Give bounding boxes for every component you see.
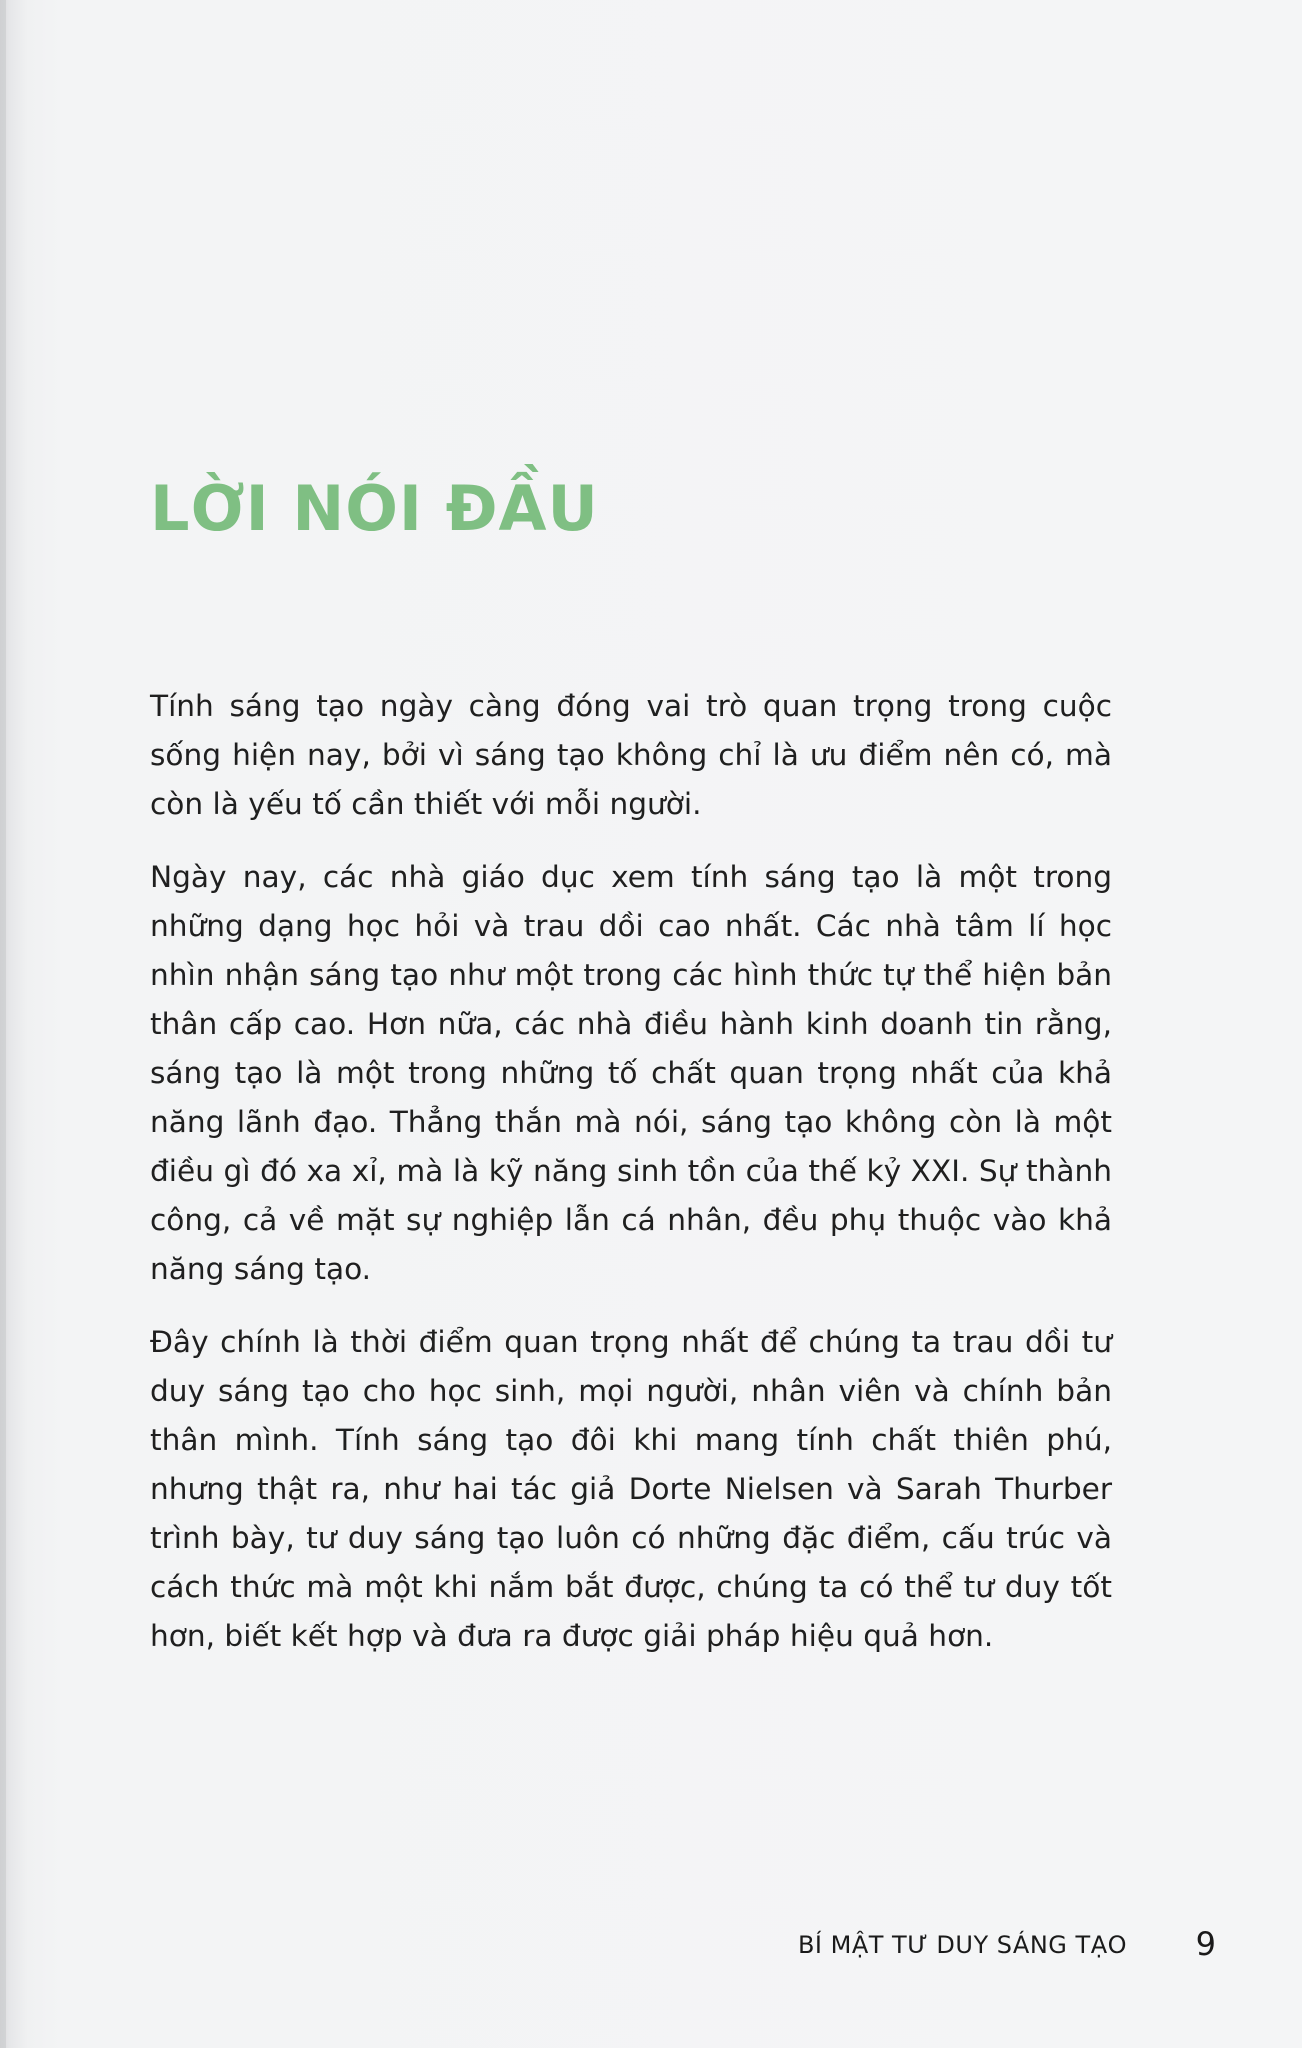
page-footer — [0, 1925, 1302, 1965]
chapter-title: LỜI NÓI ĐẦU — [150, 472, 599, 545]
body-text — [150, 682, 1112, 1685]
paragraph-1: Tính sáng tạo ngày càng đóng vai trò quan trọng trong cuộc sống hiện nay, bởi vì sáng tạo không chỉ là ưu điểm nên có, mà còn là yếu tố cần thiết với mỗi người. — [150, 689, 1112, 821]
paragraph-3: Đây chính là thời điểm quan trọng nhất để chúng ta trau dồi tư duy sáng tạo cho học sinh, mọi người, nhân viên và chính bản thân mình. Tính sáng tạo đôi khi mang tính chất thiên phú, nhưng thật ra, như hai tác giả Dorte Nielsen và Sarah Thurber trình bày, tư duy sáng tạo luôn có những đặc điểm, cấu trúc và cách thức mà một khi nắm bắt được, chúng ta có thể tư duy tốt hơn, biết kết hợp và đưa ra được giải pháp hiệu quả hơn. — [150, 1325, 1112, 1653]
page-number: 9 — [1195, 1925, 1216, 1963]
running-head: BÍ MẬT TƯ DUY SÁNG TẠO — [797, 1931, 1127, 1959]
spine-shadow — [0, 0, 6, 2048]
paragraph-2: Ngày nay, các nhà giáo dục xem tính sáng tạo là một trong những dạng học hỏi và trau dồi cao nhất. Các nhà tâm lí học nhìn nhận sáng tạo như một trong các hình thức tự thể hiện bản thân cấp cao. Hơn nữa, các nhà điều hành kinh doanh tin rằng, sáng tạo là một trong những tố chất quan trọng nhất của khả năng lãnh đạo. Thẳng thắn mà nói, sáng tạo không còn là một điều gì đó xa xỉ, mà là kỹ năng sinh tồn của thế kỷ XXI. Sự thành công, cả về mặt sự nghiệp lẫn cá nhân, đều phụ thuộc vào khả năng sáng tạo. — [150, 860, 1112, 1286]
